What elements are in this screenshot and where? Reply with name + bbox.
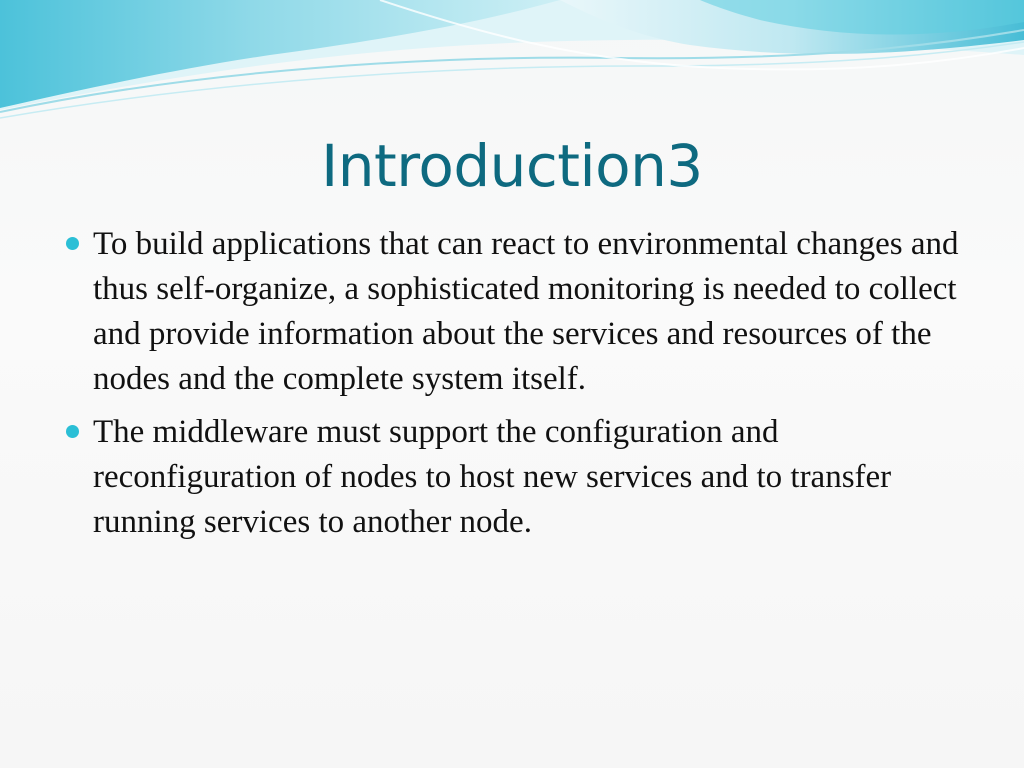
bullet-dot-icon (66, 425, 79, 438)
bullet-dot-icon (66, 237, 79, 250)
bullet-text: The middleware must support the configuration and reconfiguration of nodes to host new services and to transfer running services to another node. (93, 414, 892, 540)
bullet-item (62, 222, 962, 402)
header-wave-decoration (0, 0, 1024, 130)
bullet-list (62, 222, 962, 553)
bullet-text: To build applications that can react to environmental changes and thus self-organize, a sophisticated monitoring is needed to collect and provide information about the services and resources of the nodes and the complete system itself. (93, 226, 959, 397)
bullet-item (62, 410, 962, 545)
slide-title: Introduction3 (321, 132, 703, 200)
